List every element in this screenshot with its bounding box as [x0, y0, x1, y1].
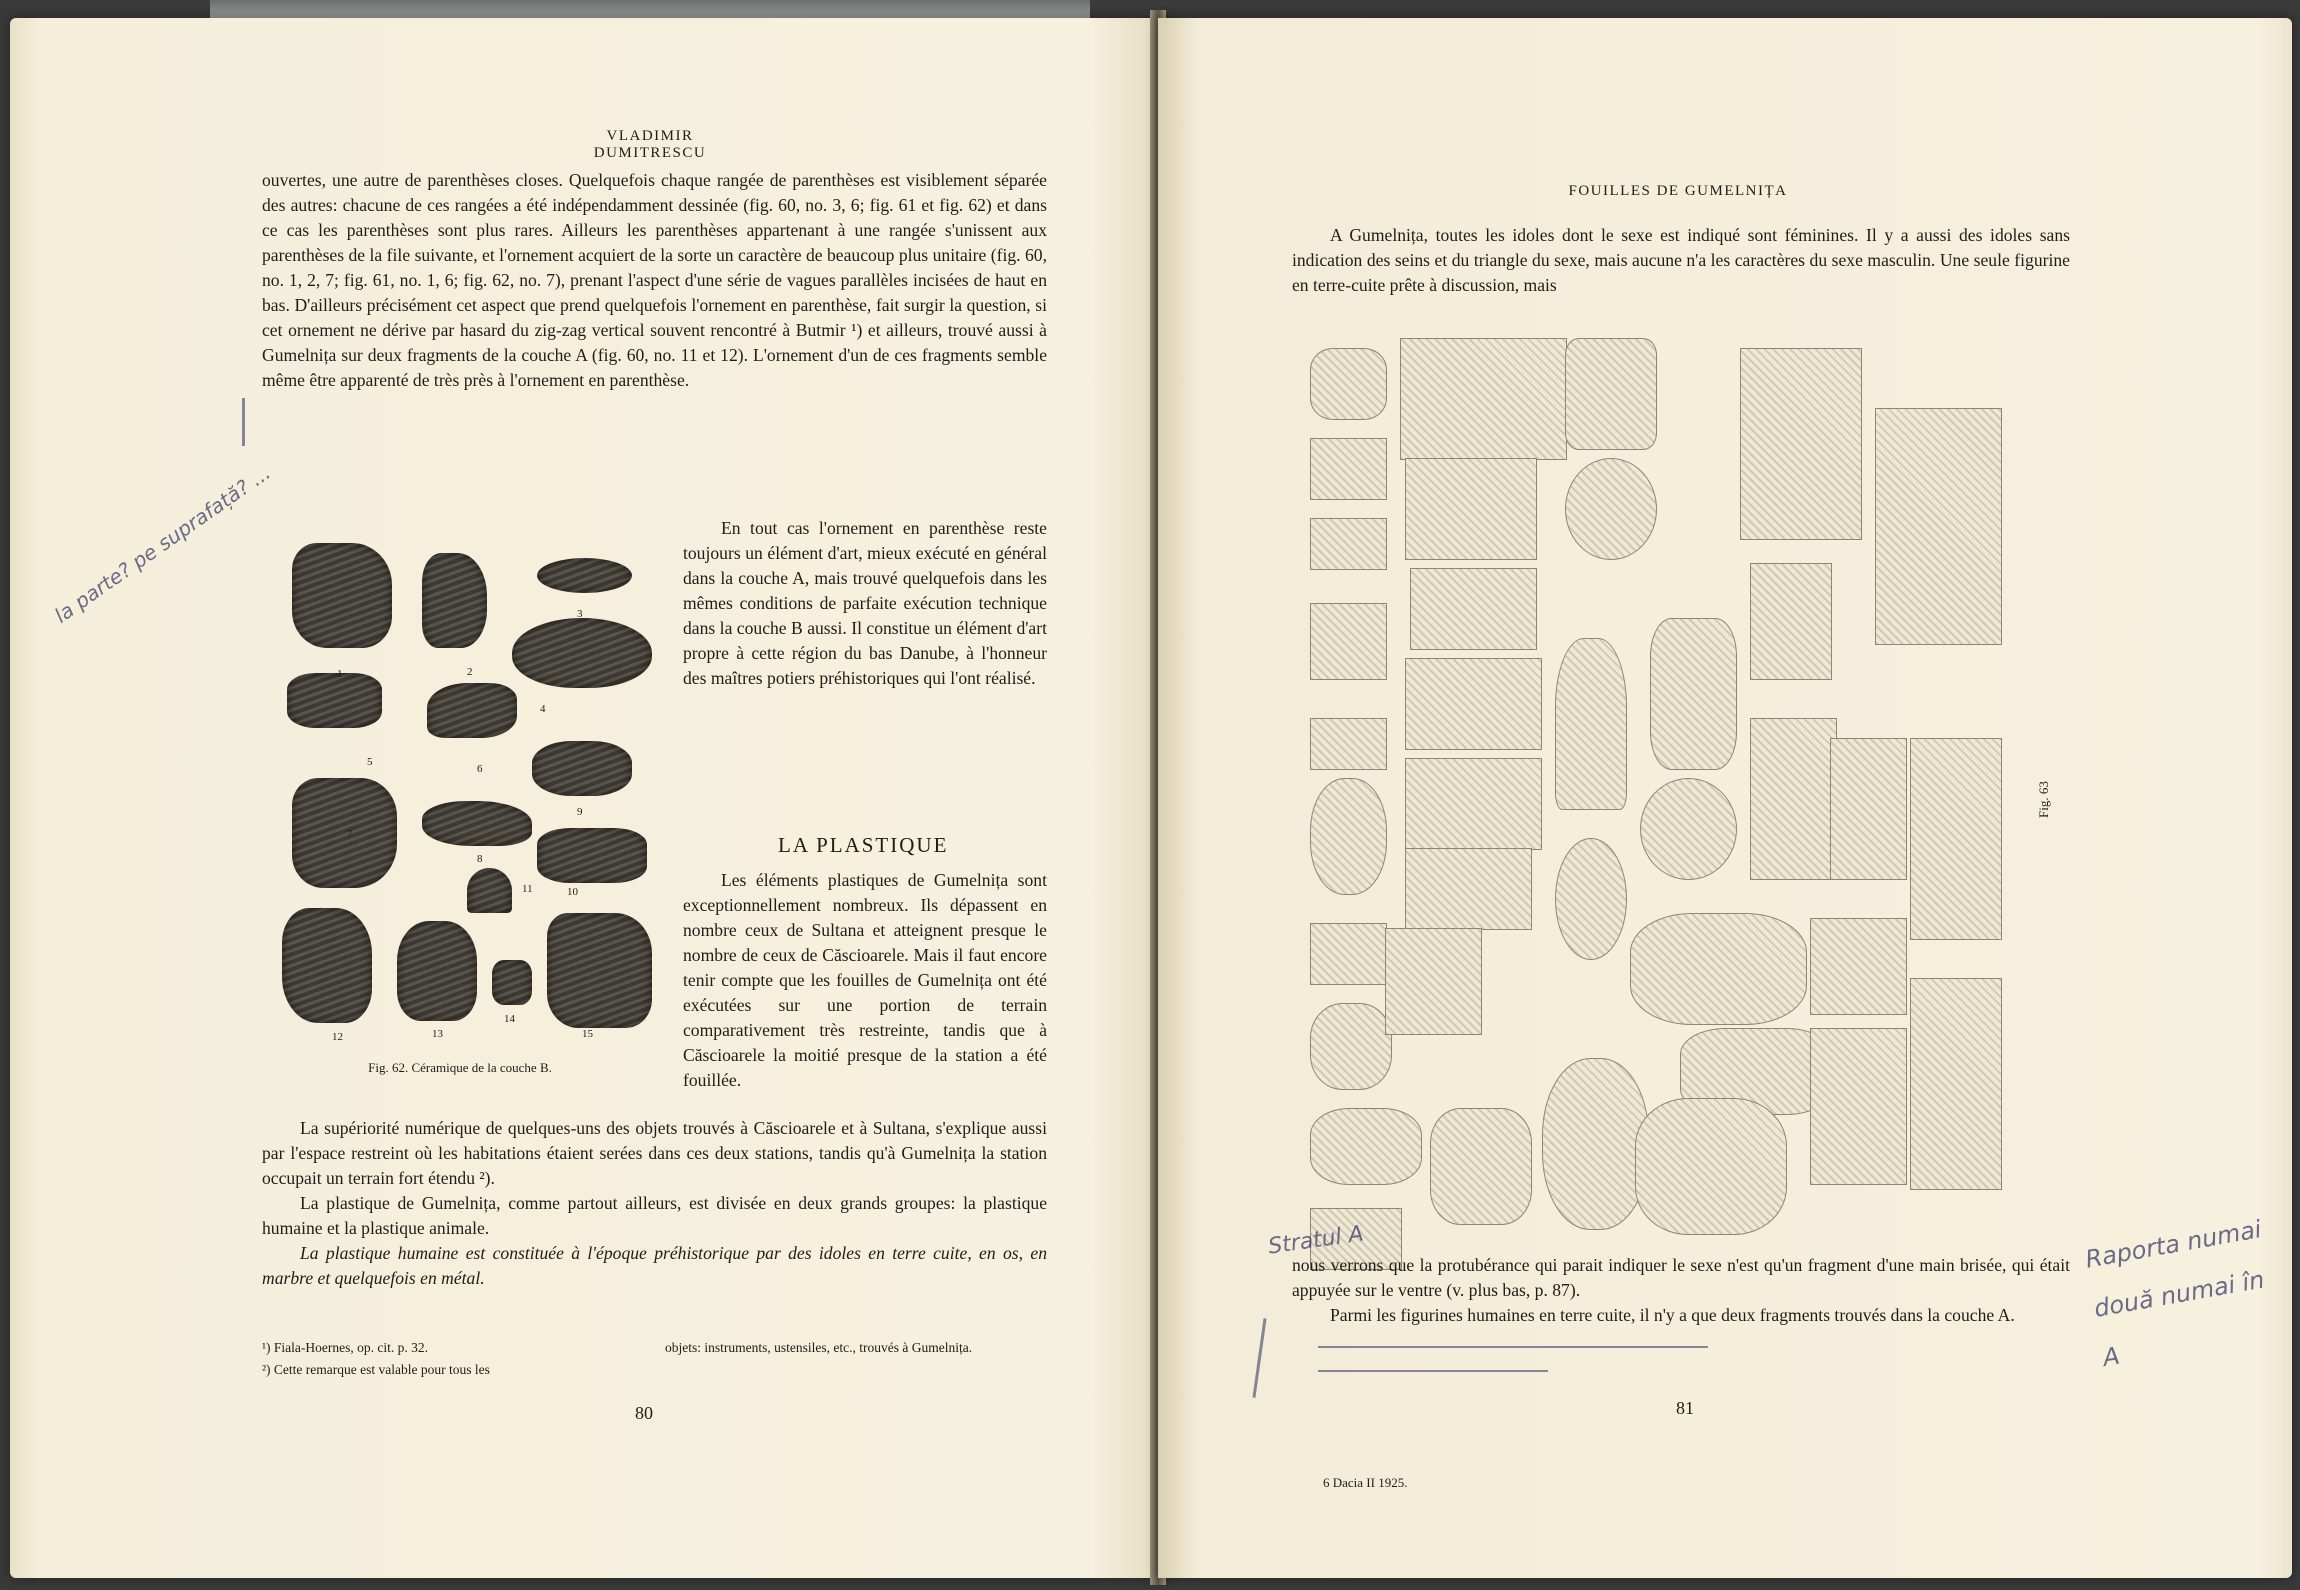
- figurine-drawing-34: [1810, 1028, 1907, 1185]
- sherd-15: [547, 913, 652, 1028]
- handwritten-note-stratul: Stratul A: [1266, 1221, 1366, 1260]
- left-paragraph-3-text: Les éléments plastiques de Gumelnița sont exceptionnellement nombreux. Ils dépassent en nombre ceux de Sultana et atteignent presque le nombre de ceux de Căscioarele. Mais il faut encore tenir compte que les fouilles de Gumelnița ont été exécutées sur une portion de terrain comparativement très restreinte, tandis que à Căscioarele la moitié presque de la station a été fouillée.: [683, 870, 1047, 1090]
- figurine-drawing-16: [1405, 848, 1532, 930]
- fig-num-15: 15: [582, 1028, 593, 1040]
- sherd-12: [282, 908, 372, 1023]
- fig-num-12: 12: [332, 1031, 343, 1043]
- page-number-right: 81: [1676, 1398, 1694, 1418]
- fig-num-7: 7: [347, 828, 353, 840]
- left-lower-text: [262, 1116, 1047, 1326]
- figurine-drawing-17: [1385, 928, 1482, 1035]
- margin-mark-left: [242, 398, 245, 446]
- left-paragraph-1-text: ouvertes, une autre de parenthèses closes. Quelquefois chaque rangée de parenthèses est visiblement séparée des autres: chacune de ces rangées a été indépendamment dessinée (fig. 60, no. 3, 6; fig. 61 et fig. 62) et dans ce cas les parenthèses sont plus rares. Ailleurs les parenthèses appartenant à une rangée s'unissent aux parenthèses de la file suivante, et l'ornement acquiert de la sorte un caractère de beaucoup plus unitaire (fig. 60, no. 1, 2, 7; fig. 61, no. 1, 6; fig. 62, no. 7), prenant l'aspect d'une série de vagues parallèles incisées de haut en bas. D'ailleurs précisément cet aspect que prend quelquefois l'ornement en parenthèse, fait surgir la question, si cet ornement ne dérive par hasard du zig-zag vertical souvent rencontré à Butmir ¹) et ailleurs, trouvé aussi à Gumelnița sur deux fragments de la couche A (fig. 60, no. 11 et 12). L'ornement d'un de ces fragments semble même être apparenté de très près à l'ornement en parenthèse.: [262, 170, 1047, 390]
- figurine-drawing-12: [1405, 458, 1537, 560]
- fig-num-10: 10: [567, 886, 578, 898]
- figurine-drawing-35: [1875, 408, 2002, 645]
- sherd-8: [422, 801, 532, 846]
- figurine-drawing-23: [1542, 1058, 1649, 1230]
- figurine-drawing-1: [1310, 348, 1387, 420]
- figurine-drawing-33: [1810, 918, 1907, 1015]
- left-paragraph-2: [683, 516, 1047, 836]
- fig-num-4: 4: [540, 703, 546, 715]
- sherd-13: [397, 921, 477, 1021]
- figurine-drawing-25: [1640, 778, 1737, 880]
- figurine-drawing-36: [1910, 738, 2002, 940]
- footnote-2: ²) Cette remarque est valable pour tous les: [262, 1362, 490, 1377]
- fig-num-3: 3: [577, 608, 583, 620]
- figurine-drawing-29: [1740, 348, 1862, 540]
- sherd-1: [292, 543, 392, 648]
- section-title-plastique: LA PLASTIQUE: [778, 833, 949, 857]
- figurine-drawing-31: [1750, 718, 1837, 880]
- figurine-drawing-28: [1635, 1098, 1787, 1235]
- sherd-6: [427, 683, 517, 738]
- sherd-11: [467, 868, 512, 913]
- left-paragraph-3: [683, 868, 1047, 1098]
- figure-63: [1310, 338, 2015, 1243]
- left-paragraph-6: La plastique humaine est constituée à l'époque préhistorique par des idoles en terre cuite, en os, en marbre et quelquefois en métal.: [262, 1243, 1047, 1288]
- right-page: [1158, 18, 2292, 1578]
- page-number-left: 80: [635, 1403, 653, 1423]
- margin-mark-right: [1252, 1318, 1266, 1398]
- figurine-drawing-13: [1410, 568, 1537, 650]
- right-paragraph-top-text: A Gumelnița, toutes les idoles dont le sexe est indiqué sont féminines. Il y a aussi des idoles sans indication des seins et du triangle du sexe, mais aucune n'a les caractères du sexe masculin. Une seule figurine en terre-cuite prête à discussion, mais: [1292, 225, 2070, 295]
- figurine-drawing-19: [1565, 338, 1657, 450]
- sherd-3: [537, 558, 632, 593]
- running-head-left: VLADIMIR DUMITRESCU: [593, 128, 707, 161]
- right-paragraph-bottom-2: Parmi les figurines humaines en terre cuite, il n'y a que deux fragments trouvés dans la couche A.: [1330, 1305, 2015, 1325]
- left-paragraph-5: La plastique de Gumelnița, comme partout ailleurs, est divisée en deux grands groupes: la plastique humaine et la plastique animale.: [262, 1193, 1047, 1238]
- figurine-drawing-21: [1555, 638, 1627, 810]
- figurine-drawing-20: [1565, 458, 1657, 560]
- figure-62: [262, 523, 662, 1078]
- figurine-drawing-11: [1400, 338, 1567, 460]
- sherd-7: [292, 778, 397, 888]
- fig-num-14: 14: [504, 1013, 515, 1025]
- sherd-9: [532, 741, 632, 796]
- left-page: [10, 18, 1168, 1578]
- figurine-drawing-32: [1830, 738, 1907, 880]
- fig-num-13: 13: [432, 1028, 443, 1040]
- right-paragraph-bottom-1: nous verrons que la protubérance qui parait indiquer le sexe n'est qu'un fragment d'une main brisée, qui était appuyée sur le ventre (v. plus bas, p. 87).: [1292, 1255, 2070, 1300]
- figurine-drawing-2: [1310, 438, 1387, 500]
- fig-num-5: 5: [367, 756, 373, 768]
- figurine-drawing-26: [1630, 913, 1807, 1025]
- fig-num-11: 11: [522, 883, 533, 895]
- handwritten-underline-1: [1318, 1346, 1708, 1348]
- figure-63-label: Fig. 63: [2036, 781, 2051, 818]
- handwritten-note-right-margin: Raporta numai două numai în A: [2083, 1215, 2267, 1373]
- sherd-14: [492, 960, 532, 1005]
- figurine-drawing-8: [1310, 1003, 1392, 1090]
- figurine-drawing-7: [1310, 923, 1387, 985]
- running-head-right: FOUILLES DE GUMELNIȚA: [1568, 183, 1788, 199]
- handwritten-underline-2: [1318, 1370, 1548, 1372]
- sherd-2: [422, 553, 487, 648]
- sherd-5: [287, 673, 382, 728]
- fig-num-1: 1: [337, 668, 343, 680]
- left-paragraph-2-text: En tout cas l'ornement en parenthèse reste toujours un élément d'art, mieux exécuté en général dans la couche A, mais trouvé quelquefois dans les mêmes conditions de parfaite exécution technique dans la couche B aussi. Il constitue un élément d'art propre à cette région du bas Danube, à l'honneur des maîtres potiers préhistoriques qui l'ont réalisé.: [683, 518, 1047, 688]
- signature-line: 6 Dacia II 1925.: [1323, 1475, 1408, 1490]
- figurine-drawing-18: [1430, 1108, 1532, 1225]
- figurine-drawing-14: [1405, 658, 1542, 750]
- left-paragraph-1: [262, 168, 1047, 513]
- figurine-drawing-4: [1310, 603, 1387, 680]
- figurine-drawing-9: [1310, 1108, 1422, 1185]
- figurine-drawing-22: [1555, 838, 1627, 960]
- fig-num-6: 6: [477, 763, 483, 775]
- handwritten-margin-note-left: la parte? pe suprafață? ...: [50, 460, 275, 628]
- figurine-drawing-30: [1750, 563, 1832, 680]
- figurine-drawing-5: [1310, 718, 1387, 770]
- figurine-drawing-37: [1910, 978, 2002, 1190]
- fig-num-9: 9: [577, 806, 583, 818]
- left-paragraph-4: La supériorité numérique de quelques-uns des objets trouvés à Căscioarele et à Sultana, s'explique aussi par l'espace restreint où les habitations étaient serées dans ces deux stations, tandis qu'à Gumelnița la station occupait un terrain fort étendu ²).: [262, 1118, 1047, 1188]
- right-paragraph-bottom: [1292, 1253, 2070, 1343]
- sherd-4: [512, 618, 652, 688]
- right-paragraph-top: [1292, 223, 2070, 303]
- figurine-drawing-15: [1405, 758, 1542, 850]
- figure-62-caption: Fig. 62. Céramique de la couche B.: [368, 1060, 552, 1075]
- sherd-10: [537, 828, 647, 883]
- figurine-drawing-6: [1310, 778, 1387, 895]
- footnote-1: ¹) Fiala-Hoernes, op. cit. p. 32.: [262, 1340, 429, 1355]
- fig-num-2: 2: [467, 666, 473, 678]
- figurine-drawing-24: [1650, 618, 1737, 770]
- footnote-2-continued: objets: instruments, ustensiles, etc., trouvés à Gumelnița.: [665, 1340, 973, 1355]
- figurine-drawing-3: [1310, 518, 1387, 570]
- fig-num-8: 8: [477, 853, 483, 865]
